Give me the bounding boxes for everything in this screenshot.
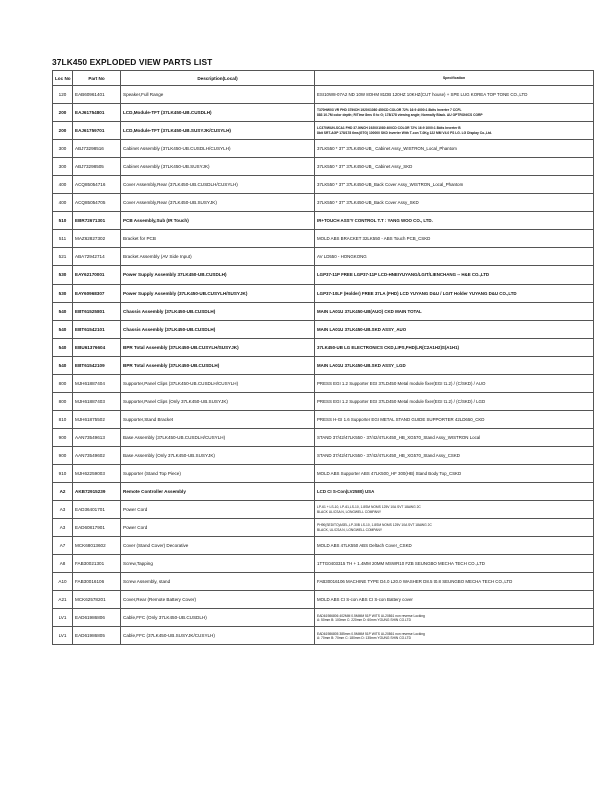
part-no-cell: ACQ85054705: [73, 194, 121, 212]
description-cell: Supporter,Panel Clips (37LK450-UB.CUSDLH/CUSYLH): [121, 374, 315, 392]
table-row: [53, 446, 594, 464]
loc-no-cell: A10: [53, 573, 73, 591]
specification-cell: [315, 573, 594, 591]
specification-line: EAD61986805 385mm 0.5MMM 51P WITS UL20861 non reverse Locking: [317, 631, 425, 636]
specification-line: T370HW03 VR FHD 37INCH 1920X1080 450CD COLOR 72% 16:9 4000:1 8bits Inverter 7 CCFL: [317, 108, 462, 113]
loc-no-cell: 540: [53, 356, 73, 374]
part-no-cell: EAB60961401: [73, 86, 121, 104]
specification-cell: [315, 519, 594, 537]
specification-cell: [315, 356, 594, 374]
specification-cell: [315, 537, 594, 555]
description-cell: LCD,Module-TFT (37LK450-UB.SUSYJK/CUSYLH): [121, 122, 315, 140]
specification-line: A: 50mm B: 100mm C: 220mm D: 60mm YOUNG SHIN CO.LTD: [317, 617, 412, 622]
part-no-cell: ABJ73298505: [73, 158, 121, 176]
table-row: [53, 356, 594, 374]
description-cell: Speaker,Full Range: [121, 86, 315, 104]
table-row: [53, 104, 594, 122]
part-no-cell: MJH61887404: [73, 374, 121, 392]
table-body: [53, 86, 594, 645]
loc-no-cell: A2: [53, 483, 73, 501]
part-no-cell: MCK62578201: [73, 591, 121, 609]
table-row: [53, 320, 594, 338]
description-cell: Chassis Assembly (37LK450-UB.CUSDLH): [121, 302, 315, 320]
specification-cell: [315, 410, 594, 428]
part-no-cell: EAD60817901: [73, 519, 121, 537]
table-row: [53, 302, 594, 320]
part-no-cell: MJH62259003: [73, 464, 121, 482]
loc-no-cell: 540: [53, 320, 73, 338]
table-row: [53, 555, 594, 573]
specification-line: IR+TOUCH ASS'Y CONTROL T.T : YANG WOO CO., LTD.: [317, 218, 433, 224]
specification-cell: [315, 266, 594, 284]
specification-cell: [315, 591, 594, 609]
loc-no-cell: 511: [53, 230, 73, 248]
table-row: [53, 338, 594, 356]
specification-cell: [315, 555, 594, 573]
loc-no-cell: A8: [53, 555, 73, 573]
specification-cell: [315, 86, 594, 104]
loc-no-cell: 300: [53, 158, 73, 176]
specification-cell: [315, 158, 594, 176]
table-row: [53, 230, 594, 248]
specification-cell: [315, 284, 594, 302]
loc-no-cell: A3: [53, 501, 73, 519]
part-no-cell: AAN73549613: [73, 428, 121, 446]
specification-line: 883 10.7M color depth; R/Time 8ms G to G; 178/178 viewing angle; Normally Black. AU OPTRONICS CORP: [317, 112, 483, 117]
specification-line: STAND 37/42/47LK550 - 37/42/47LK450_HB_XG570_Stand Assy_WISTRON Local: [317, 434, 481, 440]
description-cell: Chassis Assembly (37LK450-UB.CUSDLH): [121, 320, 315, 338]
specification-line: LCD CI S-Con(LV2580) USA: [317, 489, 375, 495]
table-row: [53, 609, 594, 627]
specification-line: LGP37-10LF (Holder) FREE 37LA (FHD) LCD YUYANG D&U / LGIT Holder YUYANG D&U CO.,LTD: [317, 290, 517, 296]
part-no-cell: EBT61542109: [73, 356, 121, 374]
loc-no-cell: 300: [53, 140, 73, 158]
specification-cell: [315, 302, 594, 320]
table-row: [53, 410, 594, 428]
specification-cell: [315, 248, 594, 266]
specification-cell: [315, 428, 594, 446]
table-row: [53, 212, 594, 230]
part-no-cell: MAZ62827302: [73, 230, 121, 248]
loc-no-cell: 521: [53, 248, 73, 266]
loc-no-cell: 900: [53, 428, 73, 446]
specification-cell: [315, 338, 594, 356]
specification-line: STAND 37/42/47LK550 - 37/42/47LK450_HB_XG570_Stand Assy_CSKD: [317, 452, 460, 458]
specification-line: 37LK550 * 37" 37LK450-UB_Back Cover Assy_SKD: [317, 200, 419, 206]
loc-no-cell: 510: [53, 212, 73, 230]
specification-line: 37LK450-UB LG ELECTRONICS CKD,LIPS,FHD(LR(C2A1H2)S(A1H1): [317, 344, 459, 350]
part-no-cell: ABA72942714: [73, 248, 121, 266]
specification-line: MAIN LA01U 37LK450-UB.SKD ASSY_AUO: [317, 326, 407, 332]
part-no-cell: EBR72671301: [73, 212, 121, 230]
description-cell: Cable,FFC (Only 37LK450-UB.CUSDLH): [121, 609, 315, 627]
table-header-row: [53, 71, 594, 86]
table-row: [53, 266, 594, 284]
specification-line: MOLD ABS 47LK550 ABS Deltach Cover_CSKD: [317, 543, 412, 549]
table-row: [53, 158, 594, 176]
loc-no-cell: 200: [53, 122, 73, 140]
specification-cell: [315, 464, 594, 482]
part-no-cell: FAB30021301: [73, 555, 121, 573]
part-no-cell: EAD61986805: [73, 627, 121, 645]
specification-line: PRESS EGI 1.2 Supporter EGI 37LD450 Metal module fixer(EGI t1.2) / (C/SKD) / LGD: [317, 398, 486, 404]
loc-no-cell: LV1: [53, 609, 73, 627]
loc-no-cell: 400: [53, 194, 73, 212]
part-no-cell: AAN73549602: [73, 446, 121, 464]
loc-no-cell: 540: [53, 338, 73, 356]
specification-cell: [315, 140, 594, 158]
loc-no-cell: 530: [53, 284, 73, 302]
specification-line: LC370WUN-SCA1 FHD 37.0INCH 1920X1080 400CD COLOR 72% 16:9 1000:1 8bits Inverter B: [317, 126, 461, 131]
description-cell: Supporter (Stand Top Piece): [121, 464, 315, 482]
specification-line: MOLD ABS Supporter ABS 47LK500_HF 300(HB) Stand Body Top_CSKD: [317, 471, 462, 476]
specification-line: MAIN LA01U 37LK450-UB(AUO) CKD MAIN TOTAL: [317, 308, 422, 314]
description-cell: Cable,FFC (37LK450-UB.SUSYJK/CUSYLH): [121, 627, 315, 645]
description-cell: Supporter,Panel Clips (Only 37LK450-UB.SUSYJK): [121, 392, 315, 410]
description-cell: Remote Controller Assembly: [121, 483, 315, 501]
header-description: Description(Local): [121, 71, 315, 86]
specification-line: MAIN LA01U 37LK450-UB.SKD ASSY_LGD: [317, 362, 406, 368]
specification-line: MOLD ABS CI S-con ABS CI S-con Battery cover: [317, 597, 413, 603]
specification-line: PH90(SEDITO)ASEL,LP-30B LS-10, 1.8SM NOMS 125V 10A SVT 18AWG 2C: [317, 523, 432, 528]
specification-line: A: 70mm B: 70mm C: 180mm D: 135mm YOUNG SHIN CO.LTD: [317, 635, 412, 640]
specification-line: PRESS EGI 1.2 Supporter EGI 37LD450 Metal module fixer(EGI t1.2) / (C/SKD) / AUO: [317, 380, 486, 386]
table-row: [53, 392, 594, 410]
part-no-cell: ABJ73298516: [73, 140, 121, 158]
table-row: [53, 194, 594, 212]
specification-line: LGP37-11P FREE LGP37-11P LCD-HNEIYUYANG/LGIT/LIENCHANG -- H&E CO.,LTD: [317, 272, 490, 278]
specification-cell: [315, 104, 594, 122]
description-cell: BPR Total Assembly (37LK450-UB.CUSYLH/SUSYJK): [121, 338, 315, 356]
specification-cell: [315, 212, 594, 230]
parts-table: [52, 70, 594, 645]
loc-no-cell: 810: [53, 410, 73, 428]
part-no-cell: EBU61376604: [73, 338, 121, 356]
specification-line: 37LK550 * 37" 37LK450-UB_ Cabinet Assy_SKD: [317, 164, 413, 170]
description-cell: Cabinet Assembly (37LK450-UB.SUSYJK): [121, 158, 315, 176]
loc-no-cell: 540: [53, 302, 73, 320]
loc-no-cell: 200: [53, 104, 73, 122]
part-no-cell: EBT61542101: [73, 320, 121, 338]
specification-line: FAB30016106 MACHINE TYPE D4.0 L20.0 WASHER D8.5 t0.8 SEUNGBO MECHA TECH CO.,LTD: [317, 579, 513, 585]
description-cell: Screw,Tapping: [121, 555, 315, 573]
description-cell: Base Assembly (Only 37LK450-UB.SUSYJK): [121, 446, 315, 464]
part-no-cell: MJH61887403: [73, 392, 121, 410]
loc-no-cell: 800: [53, 392, 73, 410]
specification-cell: [315, 176, 594, 194]
description-cell: Cover (Stand Cover) Decorative: [121, 537, 315, 555]
part-no-cell: MCK68013602: [73, 537, 121, 555]
description-cell: Base Assembly (37LK450-UB.CUSDLH/CUSYLH): [121, 428, 315, 446]
specification-line: AV LD550 - HONGKONG: [317, 254, 367, 260]
specification-cell: [315, 483, 594, 501]
specification-line: 37LK550 * 37" 37LK450-UB_ Cabinet Assy_WISTRON_Local_Phantom: [317, 146, 457, 152]
loc-no-cell: A3: [53, 519, 73, 537]
part-no-cell: ACQ85054716: [73, 176, 121, 194]
part-no-cell: EAY62170001: [73, 266, 121, 284]
part-no-cell: EBT61525801: [73, 302, 121, 320]
description-cell: Supporter,Stand Bracket: [121, 410, 315, 428]
specification-cell: [315, 230, 594, 248]
table-row: [53, 537, 594, 555]
table-row: [53, 464, 594, 482]
loc-no-cell: A7: [53, 537, 73, 555]
table-row: [53, 627, 594, 645]
specification-cell: [315, 122, 594, 140]
loc-no-cell: LV1: [53, 627, 73, 645]
specification-line: LP-61 + LS-10, LP-61,LS-10, 1.8SM NOMS 125V 10A SVT 18AWG 2C: [317, 505, 421, 510]
part-no-cell: EAJ61754801: [73, 104, 121, 122]
loc-no-cell: 800: [53, 374, 73, 392]
document-title: 37LK450 EXPLODED VIEW PARTS LIST: [52, 57, 213, 67]
table-row: [53, 428, 594, 446]
part-no-cell: MJH61875502: [73, 410, 121, 428]
part-no-cell: EAD61986806: [73, 609, 121, 627]
header-part-no: Part No: [73, 71, 121, 86]
loc-no-cell: 530: [53, 266, 73, 284]
specification-cell: [315, 320, 594, 338]
loc-no-cell: 400: [53, 176, 73, 194]
specification-line: ESI10W8-07A2 ND 10W 8OHM 81DB 120HZ 10KHZ(CUT house) + SPE LUG KOREA TOP TONE CO.,LTD: [317, 92, 528, 98]
part-no-cell: AKB72915239: [73, 483, 121, 501]
table-row: [53, 86, 594, 104]
loc-no-cell: 900: [53, 446, 73, 464]
description-cell: PCB Assembly,Sub (IR Touch): [121, 212, 315, 230]
specification-cell: [315, 446, 594, 464]
description-cell: Cover Assembly,Rear (37LK450-UB.SUSYJK): [121, 194, 315, 212]
table-row: [53, 248, 594, 266]
description-cell: Power Supply Assembly 37LK450-UB.CUSDLH): [121, 266, 315, 284]
description-cell: Power Supply Assembly (37LK450-UB.CUSYLH/SUSYJK): [121, 284, 315, 302]
specification-line: EAD61986806 402MM 0.5MMM 51P WITS UL20861 non reverse Locking: [317, 613, 425, 618]
part-no-cell: FAB30016106: [73, 573, 121, 591]
description-cell: Cover,Rear (Remote Battery Cover): [121, 591, 315, 609]
table-row: [53, 140, 594, 158]
table-row: [53, 176, 594, 194]
description-cell: Power Cord: [121, 501, 315, 519]
description-cell: Cover Assembly,Rear (37LK450-UB.CUSDLH/CUSYLH): [121, 176, 315, 194]
specification-cell: [315, 374, 594, 392]
table-row: [53, 122, 594, 140]
part-no-cell: EAY60968307: [73, 284, 121, 302]
specification-cell: [315, 501, 594, 519]
table-row: [53, 374, 594, 392]
table-row: [53, 591, 594, 609]
specification-line: 37LK550 * 37" 37LK450-UB_Back Cover Assy_WISTRON_Local_Phantom: [317, 182, 464, 188]
description-cell: Cabinet Assembly (37LK450-UB.CUSDLH/CUSYLH): [121, 140, 315, 158]
header-loc-no: Loc No: [53, 71, 73, 86]
header-specification: Specification: [315, 71, 594, 86]
specification-line: 8bit SRT-AGP 178/178 6ms(GTG) 100000 SKD Inverter With T-con T-0Kg 122 MM V4.0 FS LG. LG Display Co.,Ltd.: [317, 130, 493, 135]
description-cell: BPR Total Assembly (37LK450-UB.CUSDLH): [121, 356, 315, 374]
description-cell: Bracket Assembly (AV Side Input): [121, 248, 315, 266]
description-cell: LCD,Module-TFT (37LK450-UB.CUSDLH): [121, 104, 315, 122]
table-row: [53, 284, 594, 302]
loc-no-cell: A21: [53, 591, 73, 609]
specification-cell: [315, 609, 594, 627]
loc-no-cell: 910: [53, 464, 73, 482]
description-cell: Screw Assembly, stand: [121, 573, 315, 591]
specification-line: MOLD ABS BRACKET 32LK550 - ABS Touch PCB_CSKD: [317, 236, 431, 242]
specification-line: PRESS H-GI 1.6 Supporter EGI METAL STAND GUIDE SUPPORTER 42LD650_CKD: [317, 416, 485, 422]
description-cell: Bracket for PCB: [121, 230, 315, 248]
description-cell: Power Cord: [121, 519, 315, 537]
table-row: [53, 501, 594, 519]
specification-line: 1TTG0403315 TH + 1.4MM 20MM MSWR10 FZB SEUNGBO MECHA TECH CO.,LTD: [317, 561, 485, 567]
table-row: [53, 519, 594, 537]
specification-cell: [315, 392, 594, 410]
loc-no-cell: 120: [53, 86, 73, 104]
table-row: [53, 483, 594, 501]
part-no-cell: EAJ61759701: [73, 122, 121, 140]
specification-line: BLACK UL/CSA N, LONGWELL COMPANY: [317, 509, 382, 514]
specification-line: BLACK, UL/CSA N, LONGWELL COMPANY: [317, 527, 383, 532]
table-row: [53, 573, 594, 591]
specification-cell: [315, 627, 594, 645]
specification-cell: [315, 194, 594, 212]
part-no-cell: EAD36401701: [73, 501, 121, 519]
